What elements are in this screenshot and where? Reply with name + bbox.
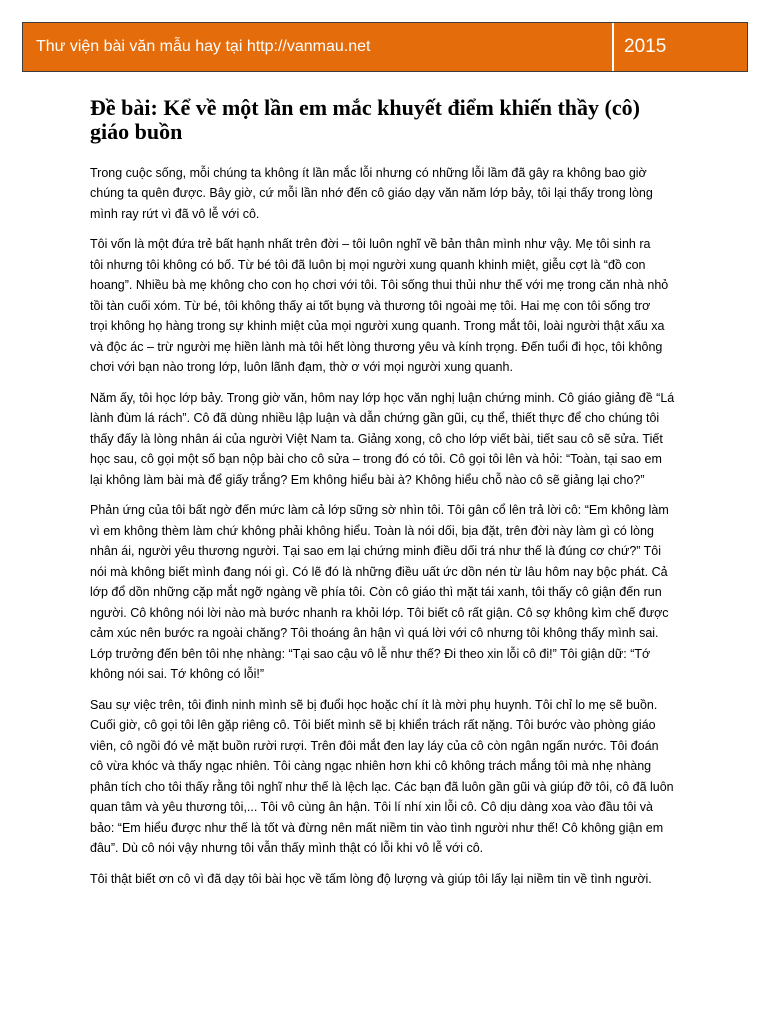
paragraph-line: lại không làm bài mà để giấy trắng? Em không hiểu bài à? Không hiểu chỗ nào cô sẽ giảng lại cho?” <box>90 472 645 487</box>
paragraph-line: Năm ấy, tôi học lớp bảy. Trong giờ văn, hôm nay lớp học văn nghị luận chứng minh. Cô giáo giảng đề “Lá <box>90 390 675 405</box>
paragraph <box>90 163 690 225</box>
paragraph-line: tôi nhưng tôi không có bố. Từ bé tôi đã luôn bị mọi người xung quanh khinh miệt, giễu cợt là “đồ con <box>90 257 646 272</box>
paragraph-line: Sau sự việc trên, tôi đinh ninh mình sẽ bị đuổi học hoặc chí ít là mời phụ huynh. Tôi chỉ lo mẹ sẽ buồn. <box>90 697 658 712</box>
paragraph-line: Tôi thật biết ơn cô vì đã dạy tôi bài học về tấm lòng độ lượng và giúp tôi lấy lại niềm tin về tình người. <box>90 871 652 886</box>
paragraph-line: Tôi vốn là một đứa trẻ bất hạnh nhất trên đời – tôi luôn nghĩ về bản thân mình như vậy. Mẹ tôi sinh ra <box>90 237 651 251</box>
paragraph-line: lành đùm lá rách”. Cô đã dùng nhiều lập luận và dẫn chứng gần gũi, cụ thể, thiết thực để cho chúng tôi <box>90 411 660 425</box>
paragraph-line: hoang”. Nhiều bà mẹ không cho con họ chơi với tôi. Tôi sống thui thủi như thế với mẹ trong căn nhà nhỏ <box>90 278 669 292</box>
paragraph-line: phân tích cho tôi thấy rằng tôi nghĩ như thế là lệch lạc. Các bạn đã luôn gần gũi và giúp đỡ tôi, cô đã luôn <box>90 779 674 794</box>
paragraph-line: chơi với bạn nào trong lớp, luôn lãnh đạm, thờ ơ với mọi người xung quanh. <box>90 360 513 374</box>
paragraph <box>90 500 690 685</box>
paragraph-line: học sau, cô gọi một số bạn nộp bài cho cô sửa – trong đó có tôi. Cô gọi tôi lên và hỏi: “Toàn, tại sao em <box>90 452 662 466</box>
paragraph-line: viên, cô ngồi đó vẻ mặt buồn rười rượi. Trên đôi mắt đen lay láy của cô còn ngân ngấn nước. Tôi đoán <box>90 738 659 753</box>
paragraph <box>90 869 690 890</box>
document-body <box>90 96 690 899</box>
paragraph-line: chúng ta quên được. Bây giờ, cứ mỗi lần nhớ đến cô giáo dạy văn năm lớp bảy, tôi lại thấy trong lòng <box>90 186 653 200</box>
paragraph-line: cảm xúc nên bước ra ngoài chăng? Tôi thoáng ân hận vì quá lời với cô nhưng tôi không thấy mình sai. <box>90 626 659 640</box>
header-title: Thư viện bài văn mẫu hay tại http://vanmau.net <box>23 23 612 71</box>
paragraph-line: bảo: “Em hiểu được như thế là tốt và đừng nên mất niềm tin vào tình người như thế! Cô không giận em <box>90 820 664 835</box>
paragraph-line: cô vừa khóc và thấy ngạc nhiên. Tôi càng ngạc nhiên hơn khi cô không trách mắng tôi mà nhẹ nhàng <box>90 759 652 773</box>
paragraph-line: đâu”. Dù cô nói vậy nhưng tôi vẫn thấy mình thật có lỗi khi vô lễ với cô. <box>90 841 484 855</box>
paragraph-list <box>90 163 690 890</box>
paragraph <box>90 695 690 859</box>
paragraph-line: Trong cuộc sống, mỗi chúng ta không ít lần mắc lỗi nhưng có những lỗi lầm đã gây ra không bao giờ <box>90 165 647 180</box>
document-title: Đề bài: Kể về một lần em mắc khuyết điểm khiến thầy (cô) giáo buồn <box>90 95 640 144</box>
paragraph-line: trọi không họ hàng trong sự khinh miệt của mọi người xung quanh. Trong mắt tôi, loài người thật xấu xa <box>90 319 665 333</box>
paragraph-line: mình ray rứt vì đã vô lễ với cô. <box>90 206 260 221</box>
paragraph-line: vì em không thèm làm chứ không phải không hiểu. Toàn là nói dối, bịa đặt, trên đời này làm gì có lòng <box>90 523 654 538</box>
paragraph-line: nhân ái, người yêu thương người. Tại sao em lại chứng minh điều dối trá như thế là đúng cơ chứ?” Tôi <box>90 544 662 558</box>
paragraph-line: quan tâm và yêu thương tôi,... Tôi vô cùng ân hận. Tôi lí nhí xin lỗi cô. Cô dịu dàng xoa vào đầu tôi và <box>90 800 653 814</box>
paragraph <box>90 234 690 378</box>
paragraph-line: Phản ứng của tôi bất ngờ đến mức làm cả lớp sững sờ nhìn tôi. Tôi gân cổ lên trả lời cô: “Em không làm <box>90 503 669 517</box>
page-header <box>22 22 748 72</box>
paragraph-line: thấy đấy là lòng nhân ái của người Việt Nam ta. Giảng xong, cô cho lớp viết bài, tiết sau cô sẽ sửa. Tiết <box>90 431 663 446</box>
paragraph-line: Lớp trưởng đến bên tôi nhẹ nhàng: “Tại sao cậu vô lễ như thế? Đi theo xin lỗi cô đi!” Tôi giận dữ: “Tớ <box>90 646 651 661</box>
paragraph-line: không nói sai. Tớ không có lỗi!” <box>90 667 265 681</box>
header-year: 2015 <box>614 23 747 71</box>
paragraph-line: tồi tàn cuối xóm. Từ bé, tôi không thấy ai tốt bụng và thương tôi ngoài mẹ tôi. Hai mẹ con tôi sống trơ <box>90 298 651 313</box>
paragraph-line: lớp đổ dồn những cặp mắt ngỡ ngàng về phía tôi. Còn cô giáo thì mặt tái xanh, tôi thấy cô giận đến run <box>90 585 662 599</box>
paragraph-line: người. Cô không nói lời nào mà bước nhanh ra khỏi lớp. Tôi biết cô rất giận. Cô sợ không kìm chế được <box>90 605 669 620</box>
paragraph-line: Cuối giờ, cô gọi tôi lên gặp riêng cô. Tôi biết mình sẽ bị khiển trách rất nặng. Tôi bước vào phòng giáo <box>90 718 656 732</box>
paragraph <box>90 388 690 491</box>
paragraph-line: nói mà không biết mình đang nói gì. Có lẽ đó là những điều uất ức dồn nén từ lâu hôm nay bộc phát. Cả <box>90 564 668 579</box>
paragraph-line: và độc ác – trừ người mẹ hiền lành mà tôi hết lòng thương yêu và kính trọng. Đến tuổi đi học, tôi không <box>90 339 663 354</box>
